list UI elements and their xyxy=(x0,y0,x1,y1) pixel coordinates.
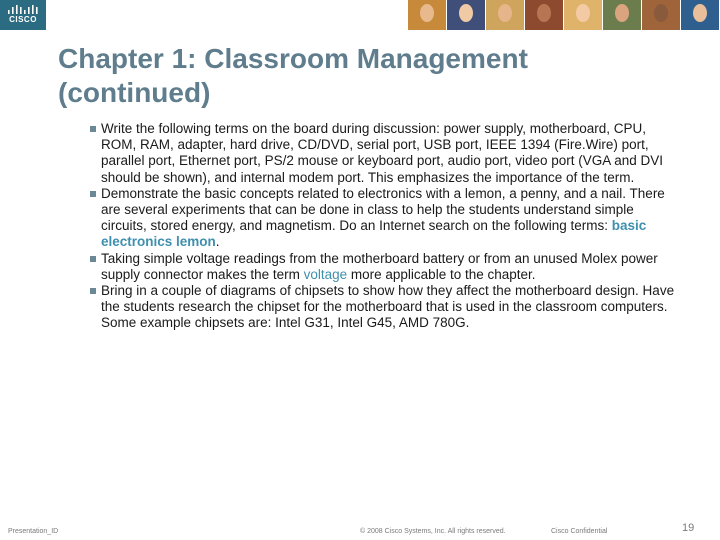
square-bullet-icon xyxy=(90,191,96,197)
person-face-icon xyxy=(654,4,668,22)
header-photo xyxy=(408,0,447,30)
bullet-text-end: more applicable to the chapter. xyxy=(347,266,536,282)
term-highlight: voltage xyxy=(303,266,348,282)
bullet-item xyxy=(89,283,679,332)
cisco-logo xyxy=(0,0,46,30)
bullet-text-end: . xyxy=(215,234,220,250)
person-face-icon xyxy=(693,4,707,22)
person-face-icon xyxy=(576,4,590,22)
person-face-icon xyxy=(459,4,473,22)
slide-title-line-2: (continued) xyxy=(58,77,211,108)
bullet-list xyxy=(89,121,679,332)
cisco-logo-text: CISCO xyxy=(9,15,37,24)
bullet-text: Demonstrate the basic concepts related to electronics with a lemon, a penny, and a nail. There are several experiments that can be done in class to help the students understand simple circuits, stored energy, and magnetism. Do an Internet search on the following terms: xyxy=(101,185,665,234)
search-term-highlight: basic electronics lemon xyxy=(101,218,647,250)
header-photo xyxy=(681,0,720,30)
person-face-icon xyxy=(537,4,551,22)
header-photo xyxy=(603,0,642,30)
page-number: 19 xyxy=(682,522,695,534)
header-photo xyxy=(564,0,603,30)
bullet-text: Bring in a couple of diagrams of chipsets to show how they affect the motherboard design. Have the students research the chipset for the motherboard that is used in the classroom computers. Some example chipsets are: Intel G31, Intel G45, AMD 780G. xyxy=(101,283,675,331)
person-face-icon xyxy=(498,4,512,22)
header-photo xyxy=(447,0,486,30)
person-face-icon xyxy=(420,4,434,22)
square-bullet-icon xyxy=(90,256,96,262)
header-photo-strip xyxy=(408,0,720,30)
slide-title xyxy=(58,42,678,110)
cisco-bars-icon xyxy=(7,5,39,14)
person-face-icon xyxy=(615,4,629,22)
bullet-text: Write the following terms on the board during discussion: power supply, motherboard, CPU, ROM, RAM, adapter, hard drive, CD/DVD, serial port, USB port, IEEE 1394 (Fire.Wire) port, parallel port, Ethernet port, PS/2 mouse or keyboard port, audio port, video port (VGA and DVI should be shown), and internal modem port. This emphasizes the importance of the term. xyxy=(101,121,664,185)
footer-confidential: Cisco Confidential xyxy=(551,528,608,535)
footer-presentation-id: Presentation_ID xyxy=(8,528,59,535)
bullet-item xyxy=(89,186,679,251)
bullet-item xyxy=(89,121,679,186)
slide-title-line-1: Chapter 1: Classroom Management xyxy=(58,43,528,74)
bullet-item xyxy=(89,251,679,283)
square-bullet-icon xyxy=(90,288,96,294)
footer-copyright: © 2008 Cisco Systems, Inc. All rights reserved. xyxy=(360,528,506,535)
header-photo xyxy=(486,0,525,30)
header-bar xyxy=(0,0,720,30)
bullet-text: Taking simple voltage readings from the motherboard battery or from an unused Molex power supply connector makes the term xyxy=(101,250,658,282)
header-photo xyxy=(525,0,564,30)
header-photo xyxy=(642,0,681,30)
square-bullet-icon xyxy=(90,126,96,132)
